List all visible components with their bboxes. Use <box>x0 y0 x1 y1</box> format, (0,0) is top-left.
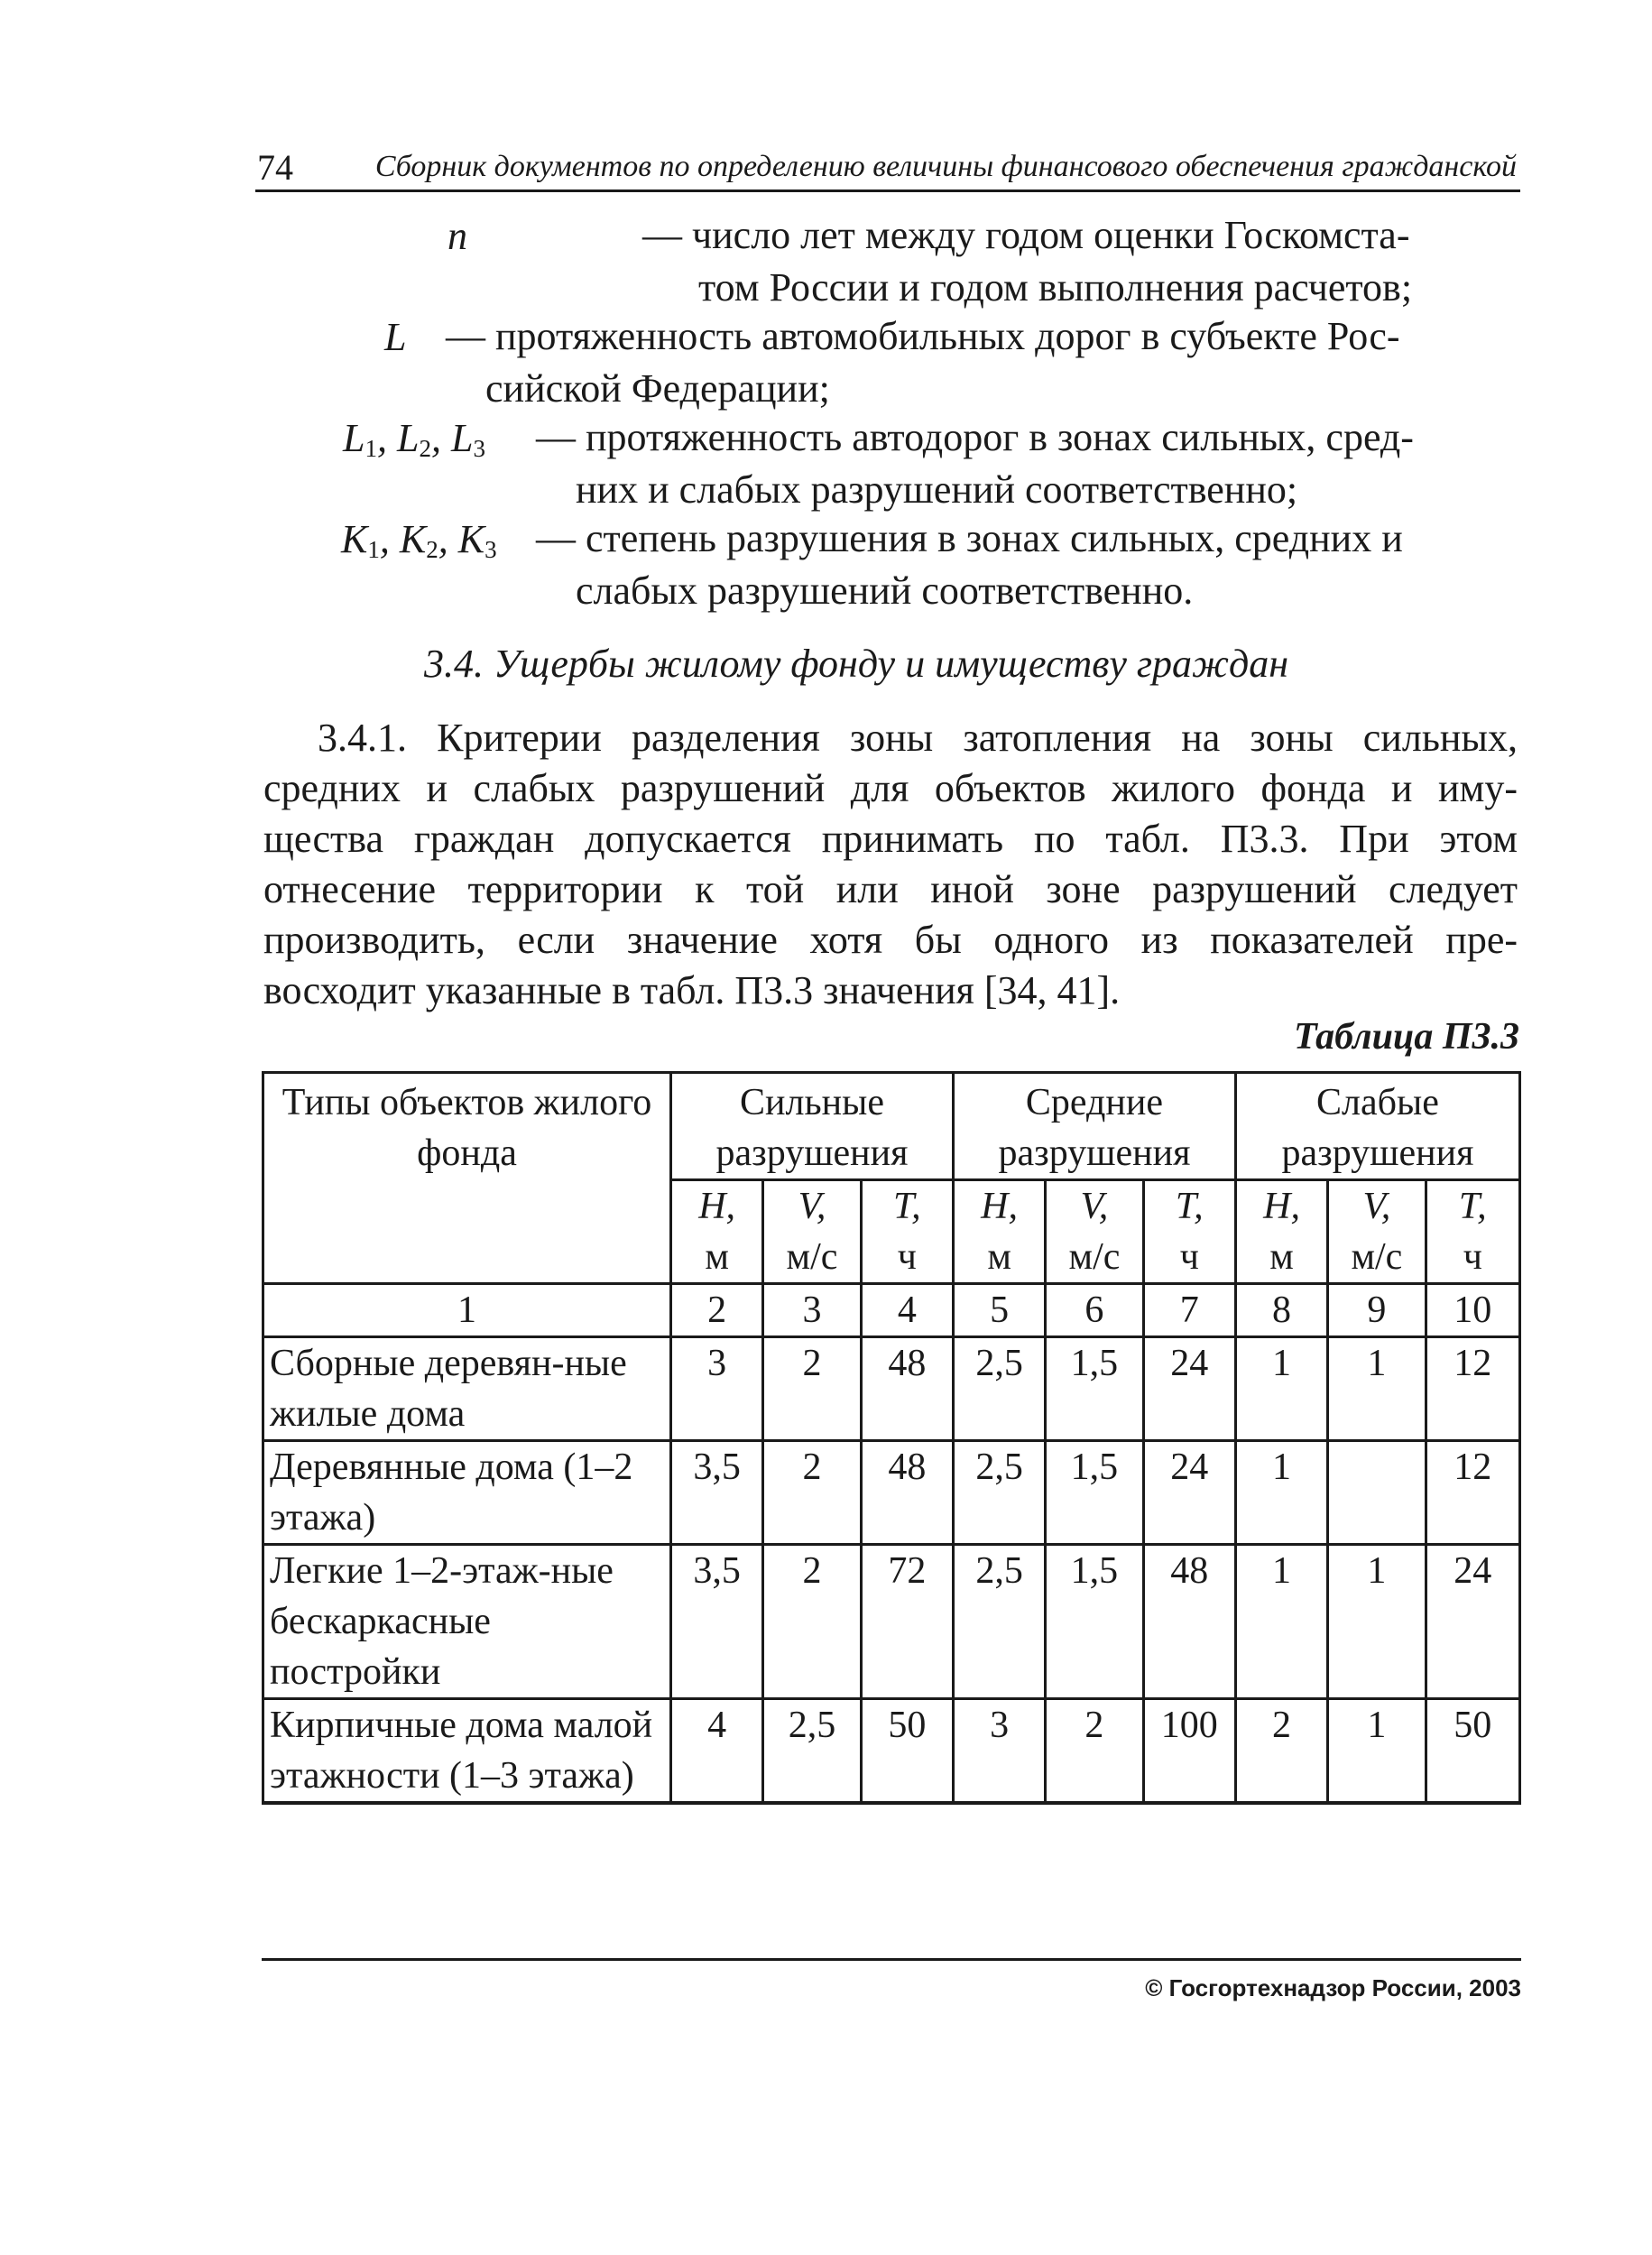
definition-k123-line-2: слабых разрушений соответственно. <box>576 568 1194 613</box>
definition-l123-line-1: — протяженность автодорог в зонах сильных, сред- <box>536 415 1414 459</box>
column-number: 9 <box>1328 1284 1426 1337</box>
paragraph-line: отнесение территории к той или иной зоне разрушений следует <box>263 867 1518 911</box>
value-cell: 2,5 <box>953 1441 1045 1545</box>
value-cell: 24 <box>1143 1337 1235 1441</box>
value-cell: 50 <box>861 1699 953 1804</box>
column-number: 10 <box>1426 1284 1519 1337</box>
definition-symbol-k123: $K_1$, $K_2$, $K_3$ <box>341 517 497 563</box>
definition-n-line-1: — число лет между годом оценки Госкомста- <box>642 213 1410 257</box>
value-cell: 50 <box>1426 1699 1519 1804</box>
param-cell: T, ч <box>861 1180 953 1284</box>
value-cell: 48 <box>861 1337 953 1441</box>
table-row <box>263 1337 1520 1441</box>
column-number: 6 <box>1046 1284 1143 1337</box>
param-cell: T, ч <box>1143 1180 1235 1284</box>
row-type-name: Легкие 1–2-этаж-ные бескаркасные постройки <box>263 1545 671 1699</box>
column-number: 2 <box>671 1284 763 1337</box>
value-cell: 2 <box>763 1545 861 1699</box>
running-title: Сборник документов по определению величины финансового обеспечения гражданской <box>374 150 1517 183</box>
value-cell: 1 <box>1235 1337 1327 1441</box>
param-cell: V, м/с <box>1046 1180 1143 1284</box>
value-cell: 2 <box>1046 1699 1143 1804</box>
param-cell: H, м <box>671 1180 763 1284</box>
table-number-row <box>263 1284 1520 1337</box>
value-cell: 3,5 <box>671 1441 763 1545</box>
value-cell: 3 <box>953 1699 1045 1804</box>
table-row <box>263 1699 1520 1804</box>
definition-symbol-l: L <box>384 315 407 359</box>
value-cell: 2 <box>1235 1699 1327 1804</box>
page-number: 74 <box>257 147 293 188</box>
table-caption: Таблица П3.3 <box>1294 1016 1519 1058</box>
param-cell: V, м/с <box>763 1180 861 1284</box>
definition-k123-line-1: — степень разрушения в зонах сильных, средних и <box>536 516 1403 560</box>
value-cell: 24 <box>1426 1545 1519 1699</box>
footer-divider <box>262 1958 1521 1961</box>
value-cell: 12 <box>1426 1337 1519 1441</box>
value-cell: 1 <box>1328 1545 1426 1699</box>
table-header-type: Типы объектов жилого фонда <box>263 1073 671 1284</box>
value-cell: 1 <box>1328 1699 1426 1804</box>
row-type-name: Кирпичные дома малой этажности (1–3 этажа) <box>263 1699 671 1804</box>
section-title: 3.4. Ущербы жилому фонду и имуществу граждан <box>424 642 1289 686</box>
definition-n-line-2: том России и годом выполнения расчетов; <box>698 265 1413 310</box>
column-number: 1 <box>263 1284 671 1337</box>
value-cell: 72 <box>861 1545 953 1699</box>
paragraph-line: 3.4.1. Критерии разделения зоны затопления на зоны сильных, <box>318 716 1518 760</box>
table-row <box>263 1545 1520 1699</box>
value-cell <box>1328 1441 1426 1545</box>
value-cell: 1 <box>1235 1441 1327 1545</box>
value-cell: 48 <box>861 1441 953 1545</box>
definition-l-line-2: сийской Федерации; <box>485 366 830 411</box>
value-cell: 2 <box>763 1337 861 1441</box>
row-type-name: Деревянные дома (1–2 этажа) <box>263 1441 671 1545</box>
table-header-zone: Средние разрушения <box>953 1073 1235 1180</box>
param-cell: H, м <box>953 1180 1045 1284</box>
table-header-zone: Слабые разрушения <box>1235 1073 1519 1180</box>
row-type-name: Сборные деревян-ные жилые дома <box>263 1337 671 1441</box>
value-cell: 1,5 <box>1046 1545 1143 1699</box>
column-number: 3 <box>763 1284 861 1337</box>
value-cell: 3,5 <box>671 1545 763 1699</box>
column-number: 8 <box>1235 1284 1327 1337</box>
definition-l-line-1: — протяженность автомобильных дорог в субъекте Рос- <box>446 314 1400 358</box>
value-cell: 1,5 <box>1046 1441 1143 1545</box>
definition-l123-line-2: них и слабых разрушений соответственно; <box>576 467 1298 512</box>
paragraph-line: производить, если значение хотя бы одного из показателей пре- <box>263 918 1518 962</box>
value-cell: 1 <box>1328 1337 1426 1441</box>
criteria-table <box>262 1071 1521 1805</box>
value-cell: 24 <box>1143 1441 1235 1545</box>
definition-symbol-l123: $L_1$, $L_2$, $L_3$ <box>343 416 485 462</box>
value-cell: 3 <box>671 1337 763 1441</box>
column-number: 5 <box>953 1284 1045 1337</box>
table-header-zone: Сильные разрушения <box>671 1073 954 1180</box>
param-cell: T, ч <box>1426 1180 1519 1284</box>
copyright-footer: © Госгортехнадзор России, 2003 <box>1145 1974 1521 2001</box>
table-header-row <box>263 1073 1520 1180</box>
value-cell: 100 <box>1143 1699 1235 1804</box>
value-cell: 2 <box>763 1441 861 1545</box>
value-cell: 12 <box>1426 1441 1519 1545</box>
value-cell: 1 <box>1235 1545 1327 1699</box>
value-cell: 2,5 <box>953 1545 1045 1699</box>
column-number: 4 <box>861 1284 953 1337</box>
running-header <box>255 143 1520 192</box>
param-cell: V, м/с <box>1328 1180 1426 1284</box>
value-cell: 2,5 <box>953 1337 1045 1441</box>
value-cell: 48 <box>1143 1545 1235 1699</box>
column-number: 7 <box>1143 1284 1235 1337</box>
body-paragraph <box>263 713 1518 1016</box>
value-cell: 2,5 <box>763 1699 861 1804</box>
definition-symbol-n: n <box>448 214 467 258</box>
table-row <box>263 1441 1520 1545</box>
param-cell: H, м <box>1235 1180 1327 1284</box>
paragraph-line: восходит указанные в табл. П3.3 значения [34, 41]. <box>263 968 1121 1012</box>
value-cell: 4 <box>671 1699 763 1804</box>
paragraph-line: щества граждан допускается принимать по табл. П3.3. При этом <box>263 817 1518 861</box>
paragraph-line: средних и слабых разрушений для объектов жилого фонда и иму- <box>263 766 1518 810</box>
value-cell: 1,5 <box>1046 1337 1143 1441</box>
